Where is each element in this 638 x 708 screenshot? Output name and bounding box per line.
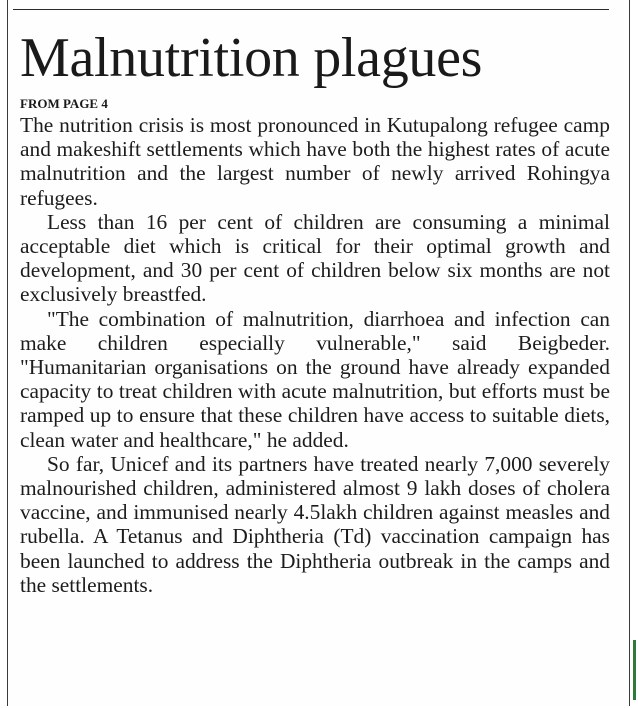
top-rule: [13, 9, 609, 10]
headline: Malnutrition plagues: [20, 27, 483, 89]
paragraph-1: The nutrition crisis is most pronounced in Kutupalong refugee camp and makeshift settlements which have both the highest rates of acute malnutrition and the largest number of newly arrived Rohingya refugees.: [20, 113, 610, 210]
article-body: [20, 113, 610, 597]
paragraph-2: Less than 16 per cent of children are consuming a minimal acceptable diet which is critical for their optimal growth and development, and 30 per cent of children below six months are not exclusively breastfed.: [20, 209, 610, 307]
paragraph-3: "The combination of malnutrition, diarrhoea and infection can make children especially vulnerable," said Beigbeder. "Humanitarian organisations on the ground have already expanded capacity to treat children with acute malnutrition, but efforts must be ramped up to ensure that these children have access to suitable diets, clean water and healthcare," he added.: [20, 306, 610, 452]
paragraph-4: So far, Unicef and its partners have treated nearly 7,000 severely malnourished children, administered almost 9 lakh doses of cholera vaccine, and immunised nearly 4.5lakh children against measles and rubella. A Tetanus and Diphtheria (Td) vaccination campaign has been launched to address the Diphtheria outbreak in the camps and the settlements.: [20, 451, 610, 597]
jump-line: FROM PAGE 4: [20, 96, 108, 111]
page-edge: [630, 0, 638, 708]
